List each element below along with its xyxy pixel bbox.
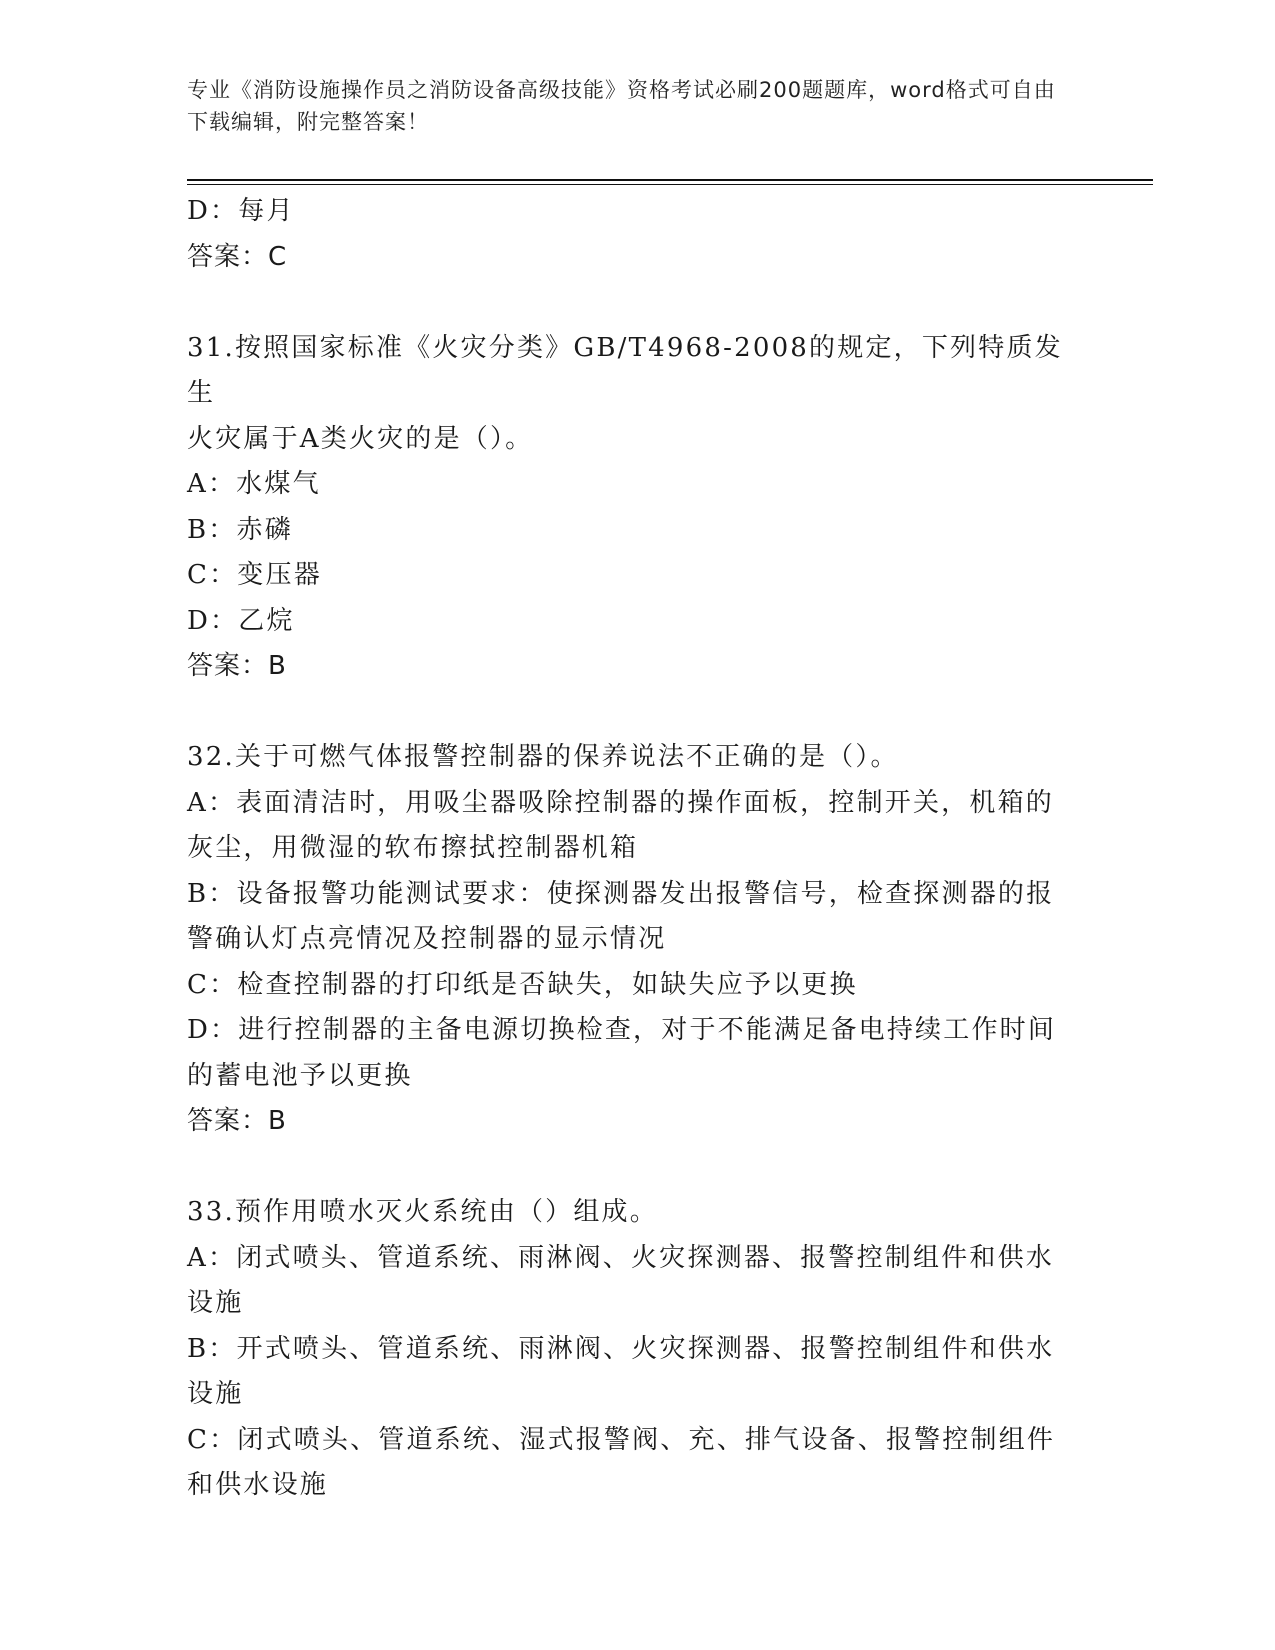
question-31-text-cont: 火灾属于A类火灾的是（）。 — [187, 423, 534, 454]
question-31-option-d: D：乙烷 — [187, 605, 295, 636]
question-33-option-a: A：闭式喷头、管道系统、雨淋阀、火灾探测器、报警控制组件和供水 — [187, 1242, 1054, 1273]
question-32-option-d-cont: 的蓄电池予以更换 — [187, 1060, 413, 1091]
header-divider-thin — [187, 184, 1153, 185]
question-32-option-a-cont: 灰尘，用微湿的软布擦拭控制器机箱 — [187, 833, 639, 863]
question-33-option-b-cont: 设施 — [187, 1379, 244, 1409]
question-31-option-a: A：水煤气 — [187, 469, 321, 499]
question-33-text: 33.预作用喷水灭火系统由（）组成。 — [187, 1197, 658, 1227]
page-header: 专业《消防设施操作员之消防设备高级技能》资格考试必刷200题题库，word格式可自由下载编辑，附完整答案！ — [187, 78, 1056, 134]
question-33-option-a-cont: 设施 — [187, 1288, 244, 1318]
question-31-option-c: C：变压器 — [187, 560, 322, 590]
question-33-option-c: C：闭式喷头、管道系统、湿式报警阀、充、排气设备、报警控制组件 — [187, 1424, 1056, 1455]
question-31-option-b: B：赤磷 — [187, 514, 293, 545]
question-32-option-b-cont: 警确认灯点亮情况及控制器的显示情况 — [187, 924, 667, 954]
answer: 答案：C — [187, 241, 288, 272]
question-33-option-b: B：开式喷头、管道系统、雨淋阀、火灾探测器、报警控制组件和供水 — [187, 1333, 1055, 1364]
header-divider — [187, 179, 1153, 181]
question-31-text: 31.按照国家标准《火灾分类》GB/T4968-2008的规定，下列特质发生 — [187, 332, 1063, 408]
question-31-answer: 答案：B — [187, 651, 287, 681]
question-32-option-d: D：进行控制器的主备电源切换检查，对于不能满足备电持续工作时间 — [187, 1015, 1057, 1045]
question-33-option-c-cont: 和供水设施 — [187, 1470, 329, 1500]
question-32-option-a: A：表面清洁时，用吸尘器吸除控制器的操作面板，控制开关，机箱的 — [187, 787, 1054, 818]
option-d: D：每月 — [187, 196, 295, 226]
question-32-text: 32.关于可燃气体报警控制器的保养说法不正确的是（）。 — [187, 742, 899, 772]
question-32-option-c: C：检查控制器的打印纸是否缺失，如缺失应予以更换 — [187, 969, 858, 1000]
question-32-option-b: B：设备报警功能测试要求：使探测器发出报警信号，检查探测器的报 — [187, 878, 1055, 909]
question-content — [187, 189, 1087, 1509]
question-32-answer: 答案：B — [187, 1106, 287, 1136]
